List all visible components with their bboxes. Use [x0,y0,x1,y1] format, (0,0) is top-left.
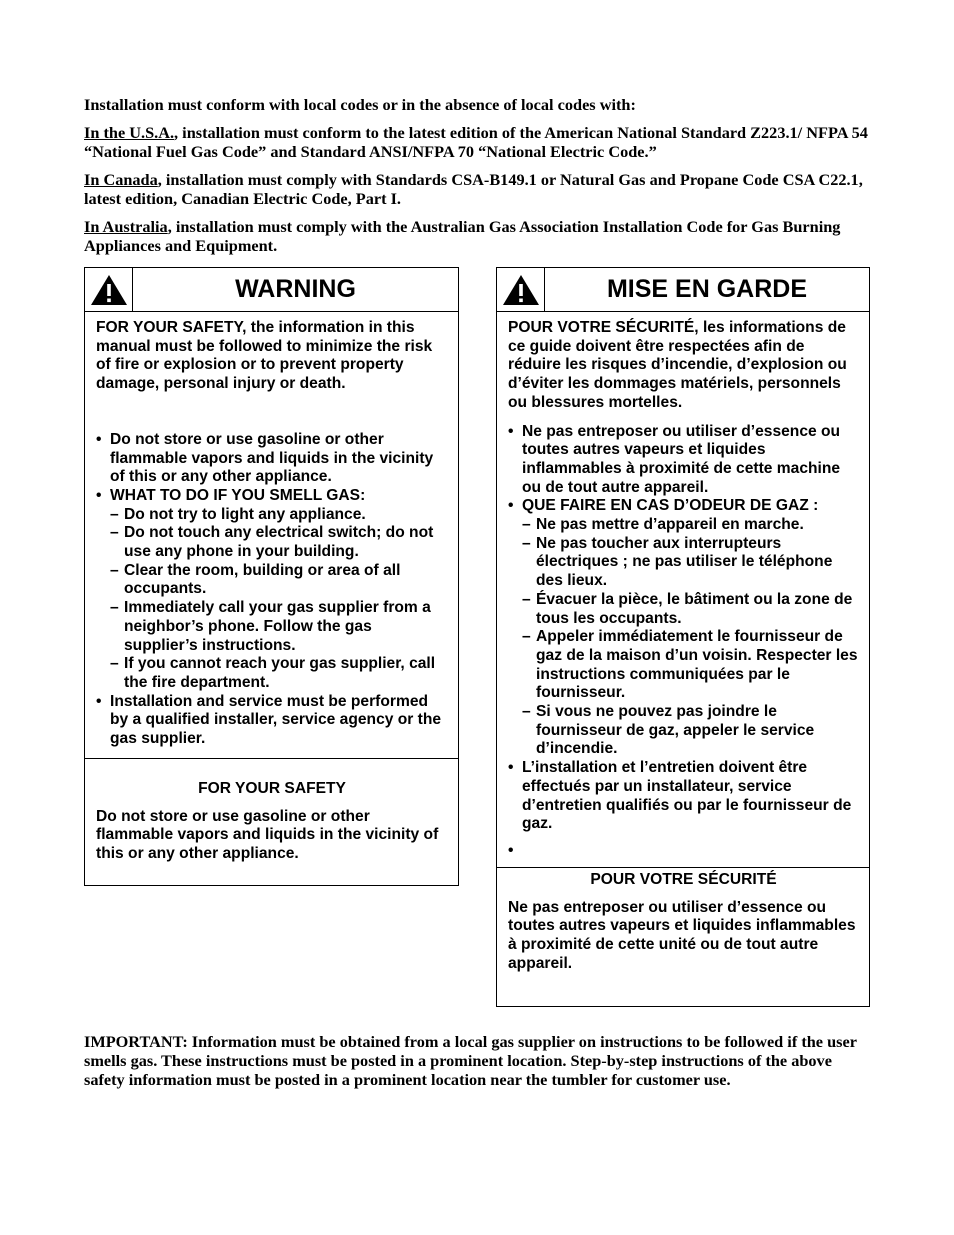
warning-box-english [84,267,459,886]
warning-triangle-icon [502,274,540,306]
warning-icon-cell [85,268,133,311]
mise-en-garde-footer [497,868,869,974]
bullet-store: • Do not store or use gasoline or other flammable vapors and liquids in the vicinity of this or any other appliance. [96,431,448,487]
bullet-smell-gas: • QUE FAIRE EN CAS D’ODEUR DE GAZ : – Ne pas mettre d’appareil en marche. – Ne pas toucher aux interrupteurs électriques ; ne pas utiliser le téléphone des lieux. – Évacuer la pièce, le bâtiment ou la zone de tous les occupants. – Appeler immédiatement le fournisseur de gaz de la maison d’un voisin. Respecter les instructions communiquées par le fournisseur. – Si vous ne pouvez pas joindre le fournisseur de gaz, appeler le service d’incendie. [508,497,859,759]
warning-title: WARNING [235,275,356,303]
step-item: – Do not try to light any appliance. [110,506,448,525]
usa-paragraph [84,123,874,161]
important-notice: IMPORTANT: Information must be obtained from a local gas supplier on instructions to be followed if the user smells gas. These instructions must be posted in a prominent location. Step-by-step instructions of the above safety information must be posted in a prominent location near the tumbler for customer use. [84,1032,857,1089]
step-item: – Ne pas mettre d’appareil en marche. [522,516,859,535]
australia-text: , installation must comply with the Australian Gas Association Installation Code for Gas Burning Appliances and Equipment. [84,217,841,255]
canada-paragraph [84,170,874,208]
step-item: – Appeler immédiatement le fournisseur de gaz de la maison d’un voisin. Respecter les instructions communiquées par le fournisseur. [522,628,859,703]
intro-line: Installation must conform with local codes or in the absence of local codes with: [84,95,636,114]
warning-bullets [96,431,448,749]
intro-section [84,95,874,264]
australia-paragraph [84,217,874,255]
mise-en-garde-body [497,312,869,868]
footer-title: FOR YOUR SAFETY [198,780,346,797]
footer-text: Do not store or use gasoline or other flammable vapors and liquids in the vicinity of this or any other appliance. [96,807,439,863]
australia-label: In Australia [84,217,168,236]
canada-label: In Canada [84,170,158,189]
bullet-store: • Ne pas entreposer ou utiliser d’essence ou toutes autres vapeurs et liquides inflammables à proximité de cette machine ou de tout autre appareil. [508,423,859,498]
usa-label: In the U.S.A. [84,123,175,142]
smell-gas-steps [110,506,448,693]
mise-en-garde-header [497,268,869,312]
warning-body [85,312,458,759]
warning-box-french [496,267,870,1007]
step-item: – Do not touch any electrical switch; do not use any phone in your building. [110,524,448,561]
bullet-install: • Installation and service must be performed by a qualified installer, service agency or the gas supplier. [96,693,448,749]
footer-title: POUR VOTRE SÉCURITÉ [590,871,777,888]
safety-paragraph: FOR YOUR SAFETY, the information in this manual must be followed to minimize the risk of fire or explosion or to prevent property damage, personal injury or death. [96,319,433,393]
canada-text: , installation must comply with Standards CSA-B149.1 or Natural Gas and Propane Code CSA C22.1, latest edition, Canadian Electric Code, Part I. [84,170,863,208]
warning-bullets [508,423,859,834]
step-item: – Évacuer la pièce, le bâtiment ou la zone de tous les occupants. [522,591,859,628]
warning-footer [85,759,458,864]
bullet-install: • L’installation et l’entretien doivent être effectués par un installateur, service d’entretien qualifiés ou par le fournisseur de gaz. [508,759,859,834]
safety-paragraph: POUR VOTRE SÉCURITÉ, les informations de ce guide doivent être respectées afin de réduire les risques d’incendie, d’explosion ou d’éviter les dommages matériels, personnels ou blessures mortelles. [508,319,847,411]
step-item: – Immediately call your gas supplier from a neighbor’s phone. Follow the gas supplier’s instructions. [110,599,448,655]
footer-text: Ne pas entreposer ou utiliser d’essence ou toutes autres vapeurs et liquides inflammables à proximité de cette unité ou de tout autre appareil. [508,898,856,972]
warning-triangle-icon [90,274,128,306]
step-item: – Ne pas toucher aux interrupteurs électriques ; ne pas utiliser le téléphone des lieux. [522,535,859,591]
bullet-smell-gas: • WHAT TO DO IF YOU SMELL GAS: – Do not try to light any appliance. – Do not touch any electrical switch; do not use any phone in your building. – Clear the room, building or area of all occupants. – Immediately call your gas supplier from a neighbor’s phone. Follow the gas supplier’s instructions. – If you cannot reach your gas supplier, call the fire department. [96,487,448,693]
warning-icon-cell [497,268,545,311]
smell-gas-steps [522,516,859,759]
step-item: – If you cannot reach your gas supplier, call the fire department. [110,655,448,692]
warning-header [85,268,458,312]
usa-text: , installation must conform to the latest edition of the American National Standard Z223.1/ NFPA 54 “National Fuel Gas Code” and Standard ANSI/NFPA 70 “National Electric Code.” [84,123,868,161]
step-item: – Si vous ne pouvez pas joindre le fournisseur de gaz, appeler le service d’incendie. [522,703,859,759]
step-item: – Clear the room, building or area of all occupants. [110,562,448,599]
mise-en-garde-title: MISE EN GARDE [606,275,808,303]
